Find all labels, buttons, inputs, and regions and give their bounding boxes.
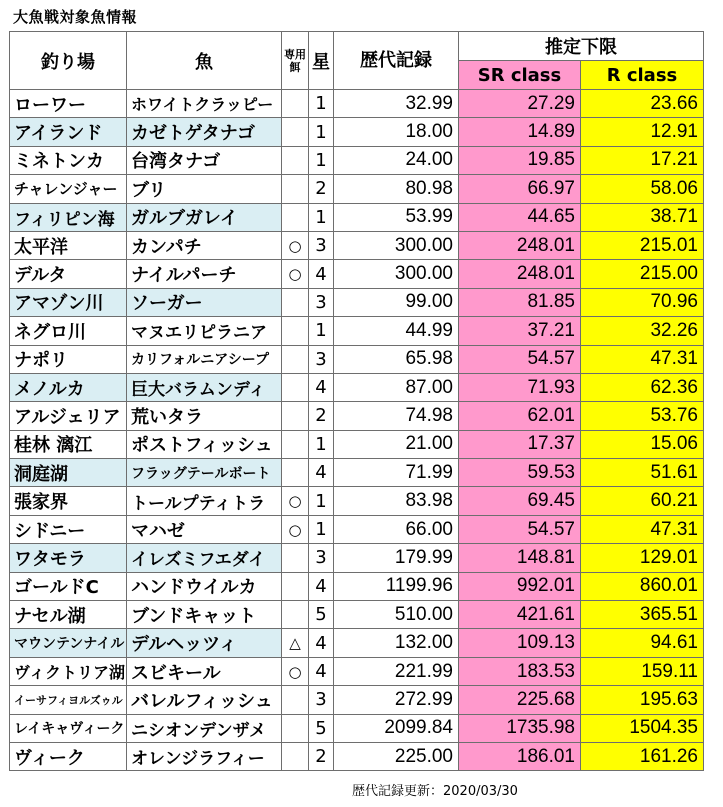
header-special-bait: 専用餌 [282,32,309,90]
r-class-cell: 60.21 [581,487,704,515]
record-cell: 99.00 [334,288,459,316]
sr-class-cell: 69.45 [459,487,581,515]
r-class-cell: 15.06 [581,430,704,458]
r-class-cell: 62.36 [581,373,704,401]
fish-cell: ニシオンデンザメ [127,714,282,742]
location-cell: レイキャヴィーク [10,714,127,742]
r-class-cell: 129.01 [581,544,704,572]
location-cell: 洞庭湖 [10,459,127,487]
special-bait-cell: ○ [282,231,309,259]
table-row [10,515,704,543]
r-class-cell: 215.00 [581,260,704,288]
r-class-cell: 195.63 [581,686,704,714]
r-class-cell: 38.71 [581,203,704,231]
star-cell: 2 [309,402,334,430]
table-row [10,430,704,458]
special-bait-cell [282,544,309,572]
star-cell: 1 [309,487,334,515]
fish-cell: デルヘッツィ [127,629,282,657]
special-bait-cell: △ [282,629,309,657]
record-cell: 65.98 [334,345,459,373]
table-row [10,402,704,430]
star-cell: 1 [309,118,334,146]
fish-cell: マハゼ [127,515,282,543]
record-cell: 1199.96 [334,572,459,600]
record-cell: 32.99 [334,90,459,118]
special-bait-cell [282,402,309,430]
location-cell: シドニー [10,515,127,543]
record-cell: 272.99 [334,686,459,714]
sr-class-cell: 81.85 [459,288,581,316]
header-fish: 魚 [127,32,282,90]
table-row [10,90,704,118]
sr-class-cell: 183.53 [459,657,581,685]
star-cell: 4 [309,657,334,685]
sr-class-cell: 54.57 [459,345,581,373]
sr-class-cell: 19.85 [459,146,581,174]
location-cell: フィリピン海 [10,203,127,231]
table-row [10,629,704,657]
location-cell: ワタモラ [10,544,127,572]
sr-class-cell: 62.01 [459,402,581,430]
star-cell: 1 [309,203,334,231]
header-record: 歴代記録 [334,32,459,90]
star-cell: 3 [309,231,334,259]
r-class-cell: 860.01 [581,572,704,600]
location-cell: ヴィクトリア湖 [10,657,127,685]
star-cell: 2 [309,742,334,770]
star-cell: 3 [309,544,334,572]
r-class-cell: 365.51 [581,601,704,629]
record-cell: 87.00 [334,373,459,401]
fish-cell: ポストフィッシュ [127,430,282,458]
record-cell: 74.98 [334,402,459,430]
record-cell: 24.00 [334,146,459,174]
table-row [10,260,704,288]
table-row [10,657,704,685]
record-cell: 83.98 [334,487,459,515]
special-bait-cell [282,90,309,118]
r-class-cell: 215.01 [581,231,704,259]
table-row [10,203,704,231]
location-cell: 桂林 漓江 [10,430,127,458]
table-row [10,288,704,316]
target-fish-table [9,31,704,771]
r-class-cell: 161.26 [581,742,704,770]
location-cell: 太平洋 [10,231,127,259]
sr-class-cell: 44.65 [459,203,581,231]
star-cell: 1 [309,317,334,345]
location-cell: ナセル湖 [10,601,127,629]
fish-cell: ソーガー [127,288,282,316]
table-row [10,175,704,203]
sr-class-cell: 71.93 [459,373,581,401]
r-class-cell: 47.31 [581,345,704,373]
table-row [10,742,704,770]
special-bait-cell [282,714,309,742]
record-cell: 2099.84 [334,714,459,742]
record-cell: 18.00 [334,118,459,146]
special-bait-cell [282,430,309,458]
header-sr-class: SR class [459,61,581,90]
star-cell: 3 [309,345,334,373]
table-row [10,459,704,487]
fish-cell: 荒いタラ [127,402,282,430]
record-cell: 66.00 [334,515,459,543]
sr-class-cell: 37.21 [459,317,581,345]
header-r-class: R class [581,61,704,90]
sr-class-cell: 186.01 [459,742,581,770]
table-row [10,118,704,146]
star-cell: 1 [309,146,334,174]
r-class-cell: 32.26 [581,317,704,345]
location-cell: ミネトンカ [10,146,127,174]
sr-class-cell: 248.01 [459,260,581,288]
star-cell: 1 [309,90,334,118]
special-bait-cell [282,317,309,345]
fish-cell: イレズミフエダイ [127,544,282,572]
record-cell: 53.99 [334,203,459,231]
fish-cell: ハンドウイルカ [127,572,282,600]
sr-class-cell: 59.53 [459,459,581,487]
r-class-cell: 159.11 [581,657,704,685]
r-class-cell: 70.96 [581,288,704,316]
record-cell: 80.98 [334,175,459,203]
sr-class-cell: 248.01 [459,231,581,259]
special-bait-cell [282,572,309,600]
fish-cell: フラッグテールボート [127,459,282,487]
fish-cell: カリフォルニアシープ [127,345,282,373]
header-estimate: 推定下限 [459,32,704,61]
star-cell: 3 [309,288,334,316]
special-bait-cell [282,686,309,714]
star-cell: 1 [309,515,334,543]
location-cell: ローワー [10,90,127,118]
r-class-cell: 51.61 [581,459,704,487]
star-cell: 1 [309,430,334,458]
sr-class-cell: 148.81 [459,544,581,572]
star-cell: 5 [309,601,334,629]
special-bait-cell [282,373,309,401]
table-row [10,345,704,373]
record-cell: 300.00 [334,231,459,259]
r-class-cell: 58.06 [581,175,704,203]
star-cell: 4 [309,373,334,401]
table-row [10,146,704,174]
location-cell: ゴールドC [10,572,127,600]
r-class-cell: 1504.35 [581,714,704,742]
fish-cell: ナイルパーチ [127,260,282,288]
table-row [10,686,704,714]
star-cell: 4 [309,260,334,288]
special-bait-cell [282,146,309,174]
fish-cell: カゼトゲタナゴ [127,118,282,146]
r-class-cell: 17.21 [581,146,704,174]
special-bait-cell [282,175,309,203]
sr-class-cell: 14.89 [459,118,581,146]
location-cell: アマゾン川 [10,288,127,316]
r-class-cell: 12.91 [581,118,704,146]
record-cell: 179.99 [334,544,459,572]
special-bait-cell [282,459,309,487]
special-bait-cell: ○ [282,657,309,685]
star-cell: 5 [309,714,334,742]
r-class-cell: 23.66 [581,90,704,118]
r-class-cell: 53.76 [581,402,704,430]
table-row [10,231,704,259]
sr-class-cell: 66.97 [459,175,581,203]
fish-cell: オレンジラフィー [127,742,282,770]
sr-class-cell: 992.01 [459,572,581,600]
sr-class-cell: 17.37 [459,430,581,458]
star-cell: 4 [309,572,334,600]
fish-cell: スビキール [127,657,282,685]
fish-cell: バレルフィッシュ [127,686,282,714]
fish-cell: ブリ [127,175,282,203]
table-row [10,487,704,515]
sr-class-cell: 27.29 [459,90,581,118]
sr-class-cell: 421.61 [459,601,581,629]
fish-cell: ガルブガレイ [127,203,282,231]
record-cell: 71.99 [334,459,459,487]
special-bait-cell [282,601,309,629]
table-row [10,544,704,572]
star-cell: 2 [309,175,334,203]
fish-cell: 巨大バラムンディ [127,373,282,401]
sr-class-cell: 54.57 [459,515,581,543]
fish-cell: トールプティトラ [127,487,282,515]
r-class-cell: 94.61 [581,629,704,657]
table-row [10,317,704,345]
fish-cell: ブンドキャット [127,601,282,629]
record-cell: 132.00 [334,629,459,657]
sr-class-cell: 225.68 [459,686,581,714]
table-row [10,373,704,401]
sr-class-cell: 1735.98 [459,714,581,742]
table-row [10,601,704,629]
header-star: 星 [309,32,334,90]
star-cell: 4 [309,629,334,657]
special-bait-cell [282,203,309,231]
location-cell: ヴィーク [10,742,127,770]
location-cell: 張家界 [10,487,127,515]
special-bait-cell: ○ [282,487,309,515]
special-bait-cell [282,118,309,146]
special-bait-cell [282,345,309,373]
sr-class-cell: 109.13 [459,629,581,657]
location-cell: イーサフィヨルズゥル [10,686,127,714]
record-cell: 44.99 [334,317,459,345]
special-bait-cell: ○ [282,260,309,288]
table-row [10,714,704,742]
star-cell: 3 [309,686,334,714]
special-bait-cell: ○ [282,515,309,543]
special-bait-cell [282,742,309,770]
record-cell: 300.00 [334,260,459,288]
fish-cell: カンパチ [127,231,282,259]
fish-cell: 台湾タナゴ [127,146,282,174]
r-class-cell: 47.31 [581,515,704,543]
last-updated-note: 歴代記録更新：2020/03/30 [352,784,518,799]
location-cell: ネグロ川 [10,317,127,345]
fish-cell: マヌエリピラニア [127,317,282,345]
location-cell: メノルカ [10,373,127,401]
header-location: 釣り場 [10,32,127,90]
record-cell: 221.99 [334,657,459,685]
location-cell: デルタ [10,260,127,288]
fish-cell: ホワイトクラッピー [127,90,282,118]
sheet-title: 大魚戦対象魚情報 [13,8,138,26]
record-cell: 225.00 [334,742,459,770]
location-cell: マウンテンナイル [10,629,127,657]
record-cell: 21.00 [334,430,459,458]
location-cell: アルジェリア [10,402,127,430]
location-cell: アイランド [10,118,127,146]
special-bait-cell [282,288,309,316]
location-cell: ナポリ [10,345,127,373]
table-row [10,572,704,600]
record-cell: 510.00 [334,601,459,629]
star-cell: 4 [309,459,334,487]
location-cell: チャレンジャー [10,175,127,203]
